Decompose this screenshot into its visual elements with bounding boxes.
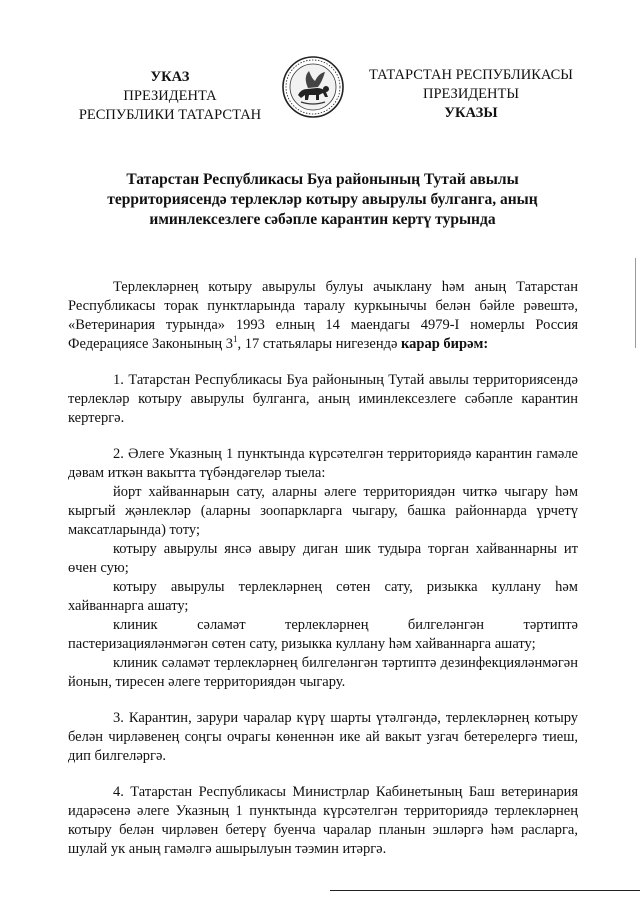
title-line1: Татарстан Республикасы Буа районының Тутай авылы <box>126 171 519 188</box>
paragraph-4: 4. Татарстан Республикасы Министрлар Кабинетының Баш ветеринария идарәсенә әлеге Указның 1 пунктында күрсәтелгән территориядә терлекләрнең котыру белән чирләвен бетерү буенча чаралар планын эшләргә һәм расларга, шулай ук аның гамәлгә ашырылуын тәэмин итәргә. <box>68 784 578 857</box>
scan-margin-mark <box>635 258 636 348</box>
header-tt-line1: ТАТАРСТАН РЕСПУБЛИКАСЫ <box>369 67 573 83</box>
paragraph-2-item: йорт хайваннарын сату, аларны әлеге территориядән читкә чыгару һәм кыргый җәнлекләр (аларны зоопаркларга чыгару, башка районнарда үрчетү максатларында) тоту; <box>68 484 578 538</box>
paragraph-3: 3. Карантин, зарури чаралар күрү шарты үтәлгәндә, терлекләрнең котыру белән чирләвенең соңгы очрагы көненнән ике ай вакыт узгач бетерелергә тиеш, дип билгеләргә. <box>68 710 578 764</box>
paragraph-2-item: котыру авырулы терлекләрнең сөтен сату, ризыкка куллану һәм хайваннарга ашату; <box>68 579 578 614</box>
paragraph-2-item: котыру авырулы янсә авыру диган шик тудыра торган хайваннарны ит өчен сую; <box>68 541 578 576</box>
preamble-text: Терлекләрнең котыру авырулы булуы ачыклану һәм аның Татарстан Республикасы торак пунктларында таралу куркынычы белән бәйле рәвештә, «Ветеринария турында» 1993 елның 14 маендагы 4979-I номерлы Россия Федерациясе Законының 3 <box>68 279 578 352</box>
paragraph-2-item: клиник сәламәт терлекләрнең билгеләнгән тәртиптә дезинфекцияләнмәгән йонын, тиресен әлеге территориядән чыгару. <box>68 655 578 690</box>
header-ru-line1: УКАЗ <box>150 69 190 85</box>
document-title <box>60 170 585 230</box>
header-ru-line3: РЕСПУБЛИКИ ТАТАРСТАН <box>78 107 262 123</box>
paragraph-2-item: клиник сәламәт терлекләрнең билгеләнгән тәртиптә пастеризацияләнмәгән сөтен сату, ризыкка куллану һәм хайваннарга ашату; <box>68 617 578 652</box>
header-tatar <box>356 66 586 123</box>
preamble-text-after: , 17 статьялары нигезендә <box>237 336 402 352</box>
paragraph-2-intro: 2. Әлеге Указның 1 пунктында күрсәтелгән территориядә карантин гамәле дәвам иткән вакытта түбәндәгеләр тыела: <box>68 446 578 481</box>
bottom-scan-line <box>330 890 640 891</box>
paragraph-1: 1. Татарстан Республикасы Буа районының Тутай авылы территориясендә терлекләр котыру авырулы булганга, аның иминлексезлеге сәбәпле карантин кертергә. <box>68 372 578 426</box>
title-line2: территориясендә терлекләр котыру авырулы булганга, аның <box>107 191 538 208</box>
header-tt-line3: УКАЗЫ <box>444 105 498 121</box>
header-russian <box>55 68 285 125</box>
preamble-paragraph <box>68 278 578 354</box>
preamble-decree-phrase: карар бирәм: <box>401 336 489 352</box>
document-body <box>68 278 578 859</box>
preamble-sup: 1 <box>232 334 238 344</box>
tatarstan-coat-of-arms-icon <box>281 55 345 119</box>
header-tt-line2: ПРЕЗИДЕНТЫ <box>422 86 520 102</box>
title-line3: иминлексезлеге сәбәпле карантин кертү турында <box>149 211 496 228</box>
header-ru-line2: ПРЕЗИДЕНТА <box>123 88 217 104</box>
